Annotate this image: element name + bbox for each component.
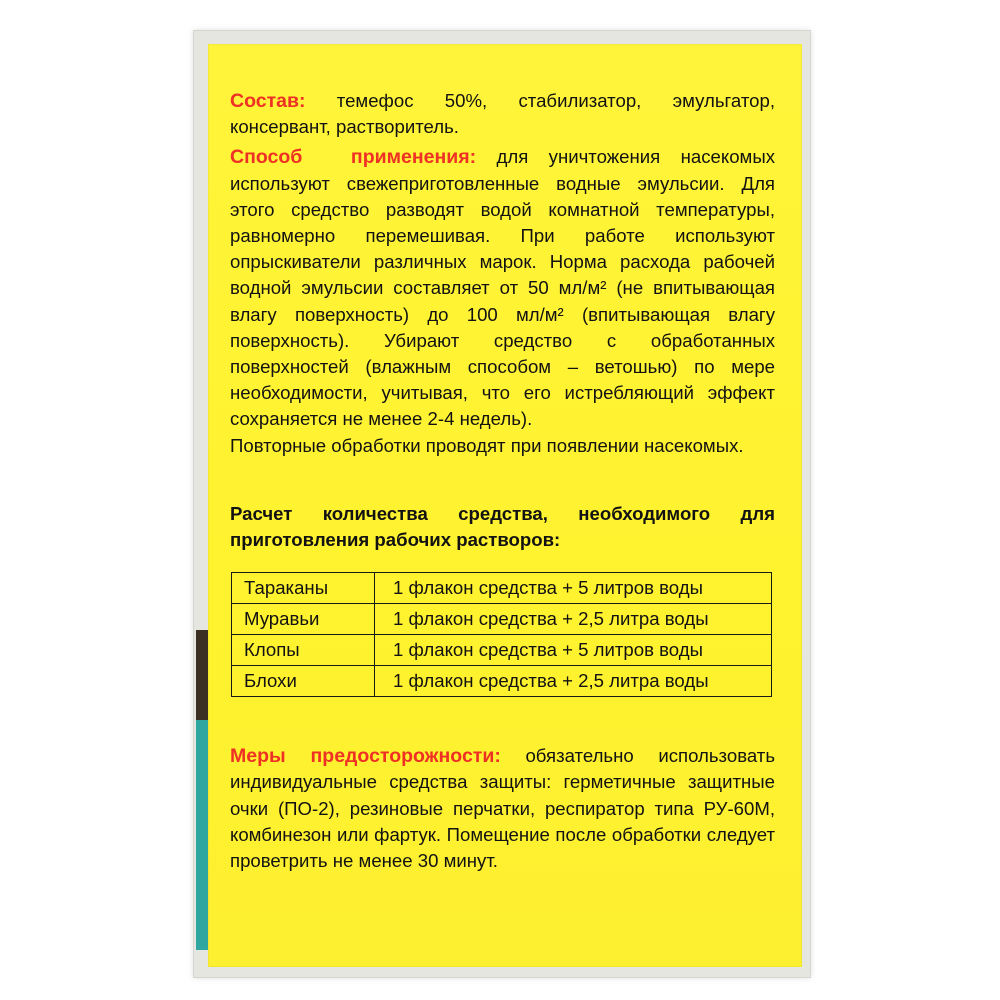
composition-paragraph	[230, 88, 775, 140]
table-row	[232, 635, 772, 666]
spacer	[230, 459, 775, 501]
dosage-table	[231, 572, 772, 697]
package-side-teal-strip	[196, 720, 208, 950]
pest-cell: Тараканы	[232, 573, 375, 604]
table-row	[232, 666, 772, 697]
table-row	[232, 573, 772, 604]
precautions-heading: Меры предосторожности:	[230, 745, 501, 768]
recipe-cell: 1 флакон средства + 2,5 литра воды	[375, 666, 772, 697]
application-text: для уничтожения насекомых используют свежеприготовленные водные эмульсии. Для этого средство разводят водой комнатной температуры, равномерно перемешивая. При работе используют опрыскиватели различных марок. Норма расхода рабочей водной эмульсии составляет от 50 мл/м² (не впитывающая влагу поверхность) до 100 мл/м² (впитывающая влагу поверхность). Убирают средство с обработанных поверхностей (влажным способом – ветошью) по мере необходимости, учитывая, что его истребляющий эффект сохраняется не менее 2-4 недель).	[230, 146, 775, 430]
recipe-cell: 1 флакон средства + 5 литров воды	[375, 573, 772, 604]
application-heading: Способ применения:	[230, 146, 477, 169]
package-side-dark-strip	[196, 630, 208, 720]
spacer	[230, 697, 775, 743]
repeat-treatment-text: Повторные обработки проводят при появлении насекомых.	[230, 434, 744, 456]
application-paragraph	[230, 144, 775, 432]
calculation-heading: Расчет количества средства, необходимого для приготовления рабочих растворов:	[230, 502, 775, 551]
pest-cell: Клопы	[232, 635, 375, 666]
repeat-treatment-paragraph	[230, 433, 775, 459]
recipe-cell: 1 флакон средства + 5 литров воды	[375, 635, 772, 666]
precautions-paragraph	[230, 743, 775, 874]
composition-text: темефос 50%, стабилизатор, эмульгатор, консервант, растворитель.	[230, 90, 775, 138]
pest-cell: Муравьи	[232, 604, 375, 635]
composition-heading: Состав:	[230, 90, 306, 112]
recipe-cell: 1 флакон средства + 2,5 литра воды	[375, 604, 772, 635]
label-content	[230, 88, 775, 874]
precautions-text: обязательно использовать индивидуальные средства защиты: герметичные защитные очки (ПО-2), резиновые перчатки, респиратор типа РУ-60М, комбинезон или фартук. Помещение после обработки следует проветрить не менее 30 минут.	[230, 745, 776, 872]
pest-cell: Блохи	[232, 666, 375, 697]
table-row	[232, 604, 772, 635]
